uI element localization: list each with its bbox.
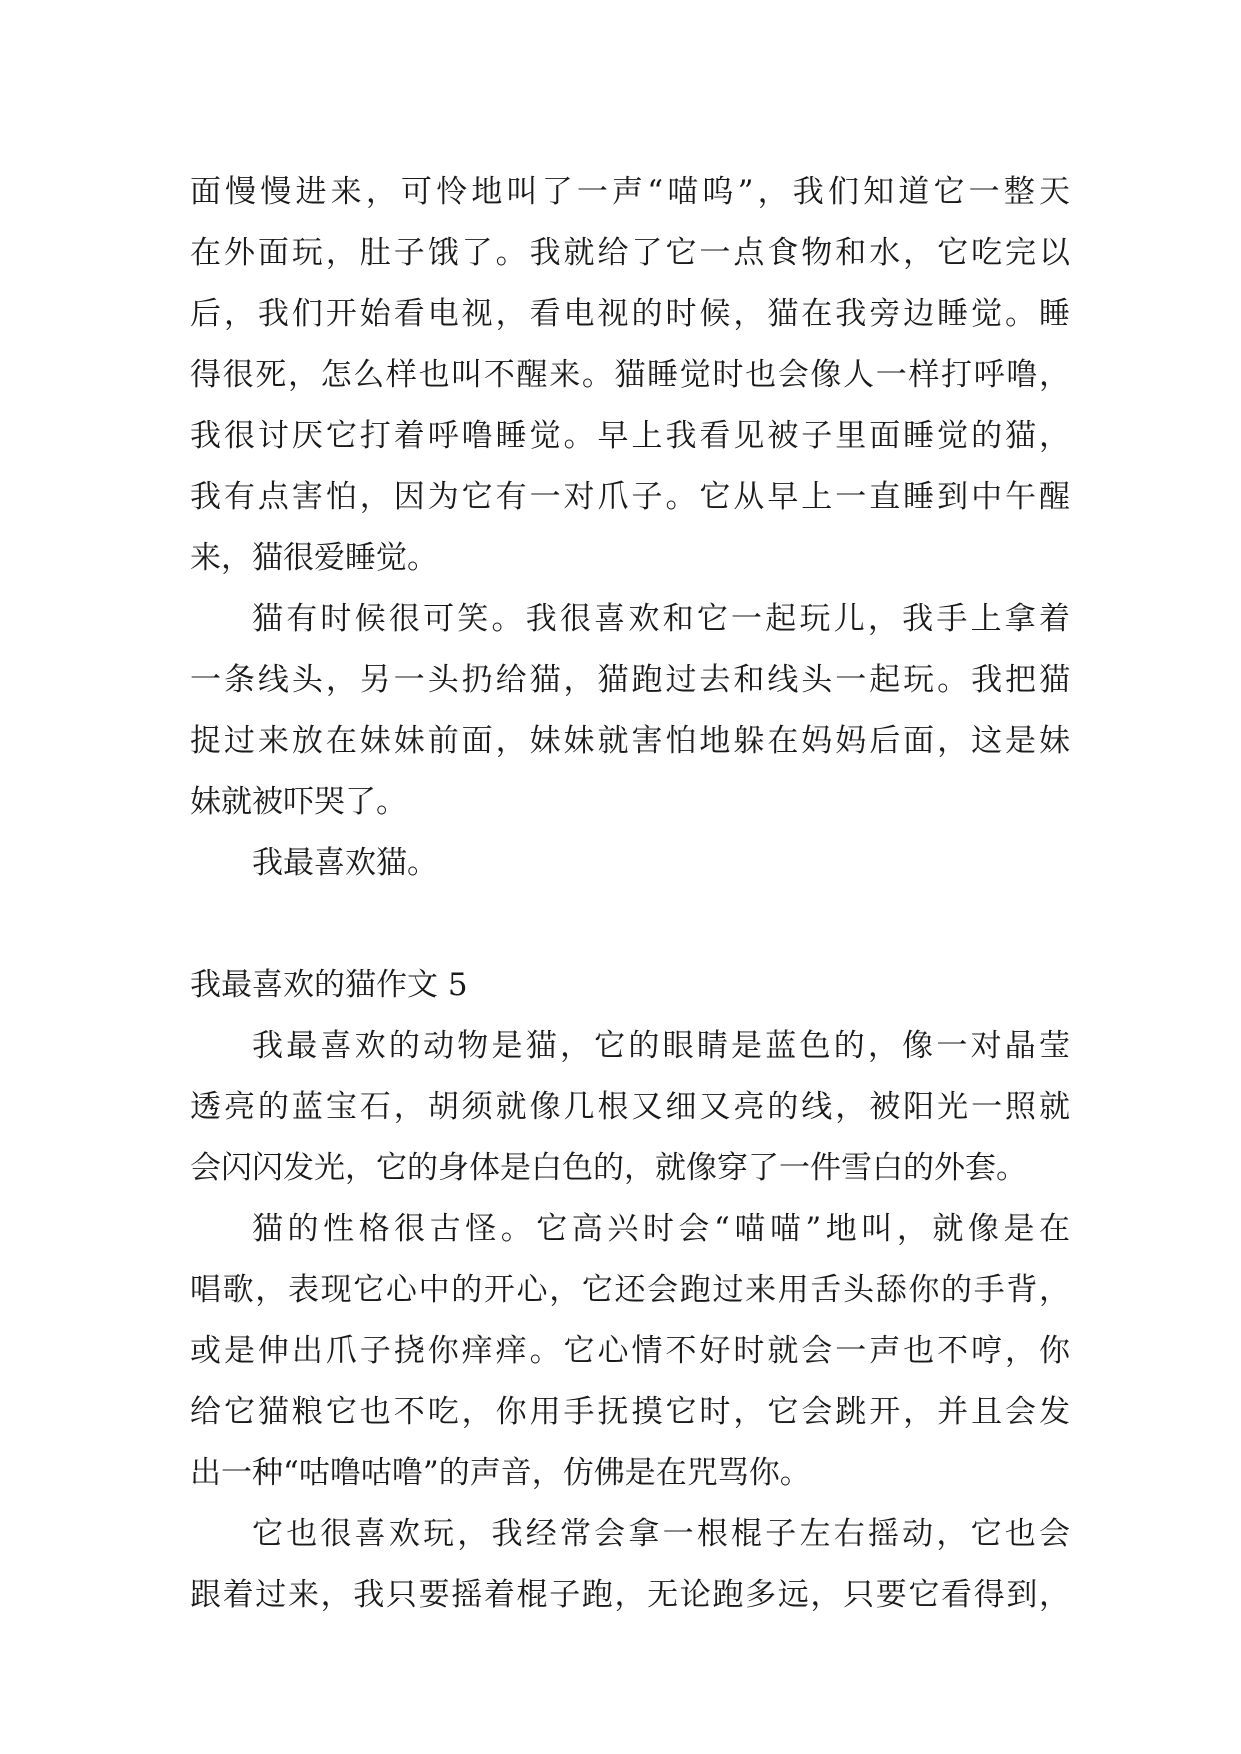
paragraph bbox=[190, 1504, 1070, 1626]
text-line: 猫有时候很可笑。我很喜欢和它一起玩儿，我手上拿着 bbox=[252, 601, 1070, 637]
text-line: 或是伸出爪子挠你痒痒。它心情不好时就会一声也不哼，你 bbox=[190, 1333, 1070, 1369]
paragraph bbox=[190, 833, 1070, 894]
text-line: 捉过来放在妹妹前面，妹妹就害怕地躲在妈妈后面，这是妹 bbox=[190, 723, 1070, 759]
paragraph bbox=[190, 1199, 1070, 1504]
text-line: 跟着过来，我只要摇着棍子跑，无论跑多远，只要它看得到， bbox=[190, 1577, 1070, 1613]
text-line: 出一种“咕噜咕噜”的声音，仿佛是在咒骂你。 bbox=[190, 1455, 811, 1491]
text-line: 我最喜欢的动物是猫，它的眼睛是蓝色的，像一对晶莹 bbox=[252, 1028, 1070, 1064]
text-line: 猫的性格很古怪。它高兴时会“喵喵”地叫，就像是在 bbox=[252, 1211, 1070, 1247]
text-line: 它也很喜欢玩，我经常会拿一根棍子左右摇动，它也会 bbox=[252, 1516, 1070, 1552]
text-line: 妹就被吓哭了。 bbox=[190, 784, 407, 820]
paragraph bbox=[190, 1016, 1070, 1199]
text-line: 给它猫粮它也不吃，你用手抚摸它时，它会跳开，并且会发 bbox=[190, 1394, 1070, 1430]
paragraph bbox=[190, 589, 1070, 833]
text-line: 我很讨厌它打着呼噜睡觉。早上我看见被子里面睡觉的猫， bbox=[190, 418, 1070, 454]
text-line: 得很死，怎么样也叫不醒来。猫睡觉时也会像人一样打呼噜， bbox=[190, 357, 1070, 393]
text-line: 一条线头，另一头扔给猫，猫跑过去和线头一起玩。我把猫 bbox=[190, 662, 1070, 698]
paragraph bbox=[190, 162, 1070, 589]
text-line: 透亮的蓝宝石，胡须就像几根又细又亮的线，被阳光一照就 bbox=[190, 1089, 1070, 1125]
text-line: 我有点害怕，因为它有一对爪子。它从早上一直睡到中午醒 bbox=[190, 479, 1070, 515]
text-line: 来，猫很爱睡觉。 bbox=[190, 540, 438, 576]
text-line: 面慢慢进来，可怜地叫了一声“喵呜”，我们知道它一整天 bbox=[190, 174, 1070, 210]
text-line: 在外面玩，肚子饿了。我就给了它一点食物和水，它吃完以 bbox=[190, 235, 1070, 271]
section-title: 我最喜欢的猫作文 5 bbox=[190, 967, 468, 1003]
paragraph-gap bbox=[190, 894, 1070, 955]
text-line: 后，我们开始看电视，看电视的时候，猫在我旁边睡觉。睡 bbox=[190, 296, 1070, 332]
text-line: 我最喜欢猫。 bbox=[252, 845, 438, 881]
text-line: 唱歌，表现它心中的开心，它还会跑过来用舌头舔你的手背， bbox=[190, 1272, 1070, 1308]
text-line: 会闪闪发光，它的身体是白色的，就像穿了一件雪白的外套。 bbox=[190, 1150, 1027, 1186]
document-body bbox=[190, 162, 1070, 1626]
